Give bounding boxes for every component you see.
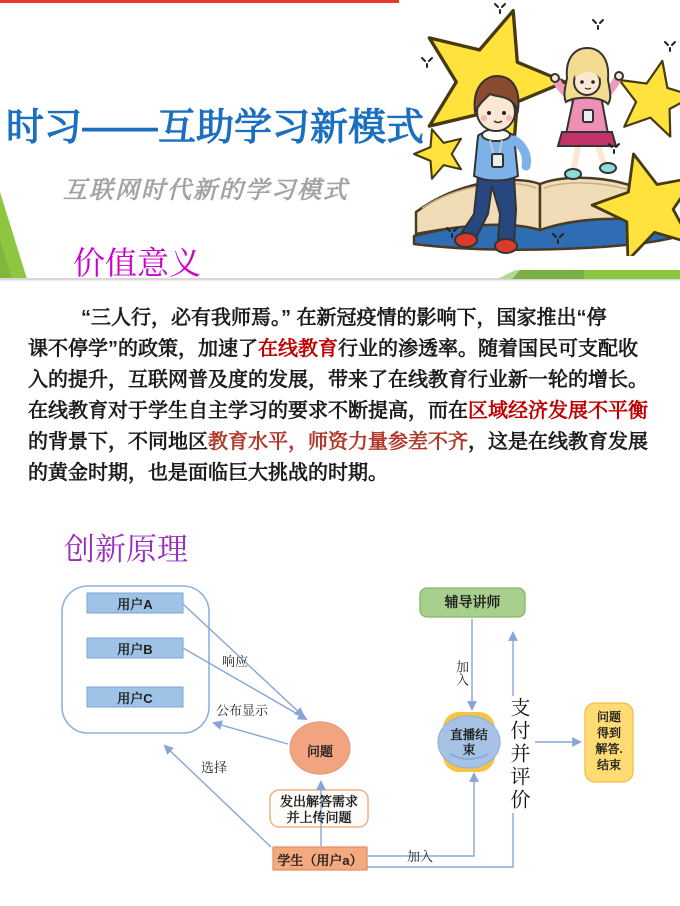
- text-segment: 行业的渗透率。随着国民可支配收: [338, 338, 638, 360]
- request-label-line2: 并上传问题: [286, 810, 352, 825]
- sparkle: [495, 4, 505, 13]
- select-label: 选择: [201, 760, 228, 775]
- user-c-label: 用户C: [117, 691, 153, 706]
- paragraph-line: [28, 365, 668, 396]
- paragraph-line: [28, 396, 668, 427]
- slide-subtitle: 互联网时代新的学习模式: [63, 178, 349, 204]
- live-end-label-line1: 直播结: [450, 728, 488, 742]
- highlighted-text: 教育水平，师资力量参差不齐: [208, 431, 468, 453]
- text-segment: 在线教育对于学生自主学习的要求不断提高，而在: [28, 400, 468, 422]
- kids-book-illustration: [402, 0, 680, 256]
- request-label-line1: 发出解答需求: [279, 794, 358, 809]
- highlighted-text: 在线教育: [258, 338, 338, 360]
- join-student-label: 加入: [407, 849, 434, 864]
- girl-figure: [551, 48, 623, 179]
- highlighted-text: 区域经济发展不平衡: [468, 400, 648, 422]
- text-segment: ，这是在线教育发展: [468, 431, 648, 453]
- green-ribbon-dark: [512, 270, 584, 279]
- top-red-line: [0, 0, 399, 3]
- innovation-flow-diagram: [0, 576, 680, 906]
- text-segment: 的背景下，不同地区: [28, 431, 208, 453]
- result-label-line1: 问题: [596, 710, 621, 724]
- user-b-label: 用户B: [117, 642, 153, 657]
- section-title-value: 价值意义: [73, 245, 202, 281]
- green-ribbon-light: [584, 270, 680, 279]
- right-star: [610, 53, 680, 140]
- paragraph-line: [28, 334, 668, 365]
- paragraph-line: [28, 427, 668, 458]
- text-segment: “三人行，必有我师焉。” 在新冠疫情的影响下，国家推出“停: [81, 307, 607, 329]
- result-label-line4: 结束: [596, 758, 621, 772]
- text-segment: 的黄金时期，也是面临巨大挑战的时期。: [28, 462, 388, 484]
- tutor-label: 辅导讲师: [444, 594, 501, 610]
- sparkle: [422, 58, 432, 67]
- text-segment: 入的提升，互联网普及度的发展，带来了在线教育行业新一轮的增长。: [28, 369, 648, 391]
- publish-label: 公布显示: [216, 703, 269, 718]
- live-end-label-line2: 束: [462, 743, 476, 757]
- section-title-innovation: 创新原理: [64, 532, 188, 567]
- sparkle: [593, 20, 603, 29]
- sparkle: [665, 42, 675, 51]
- result-label-line3: 解答.: [595, 742, 623, 756]
- text-segment: 课不停学”的政策，加速了: [28, 338, 258, 360]
- paragraph-line: [28, 303, 668, 334]
- respond-label: 响应: [222, 654, 249, 669]
- value-paragraph: [28, 303, 668, 489]
- join-tutor-label: 加入: [454, 660, 469, 686]
- paragraph-line: [28, 458, 668, 489]
- user-a-label: 用户A: [117, 597, 153, 612]
- pay-evaluate-label: 支付并评价: [502, 696, 535, 813]
- student-label: 学生（用户a）: [277, 853, 363, 868]
- question-label: 问题: [306, 744, 333, 759]
- slide-title: 时习——互助学习新模式: [6, 107, 425, 149]
- result-label-line2: 得到: [596, 726, 621, 740]
